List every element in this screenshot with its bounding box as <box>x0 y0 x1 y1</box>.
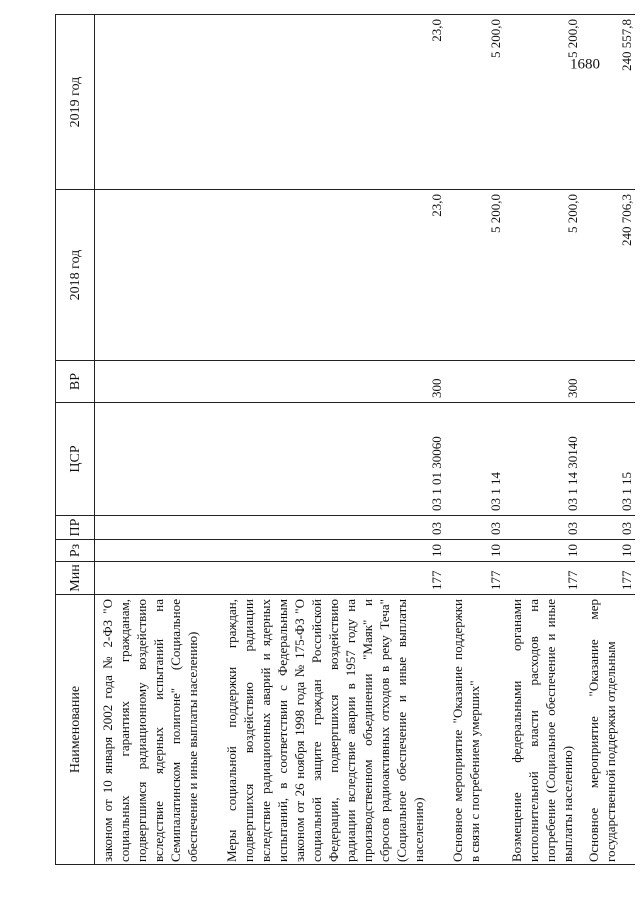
header-2018: 2018 год <box>56 190 95 361</box>
row-min: 177 <box>445 562 504 595</box>
row-vr <box>581 361 635 403</box>
page-number: 1680 <box>570 56 600 73</box>
row-2019 <box>95 15 220 190</box>
row-pr: 03 <box>504 516 581 540</box>
row-name: Основное мероприятие "Оказание поддержки в связи с погребением умерших" <box>445 595 504 865</box>
row-vr: 300 <box>504 361 581 403</box>
header-vr: ВР <box>56 361 95 403</box>
row-2019: 5 200,0 <box>504 15 581 190</box>
row-2019: 240 557,8 <box>581 15 635 190</box>
table-row <box>445 15 504 865</box>
row-rz: 10 <box>581 540 635 562</box>
row-min: 177 <box>219 562 445 595</box>
row-pr: 03 <box>445 516 504 540</box>
row-pr: 03 <box>219 516 445 540</box>
row-2018 <box>95 190 220 361</box>
document-page <box>55 15 634 865</box>
row-vr: 300 <box>219 361 445 403</box>
row-csr <box>95 403 220 516</box>
row-2018: 5 200,0 <box>504 190 581 361</box>
row-min <box>95 562 220 595</box>
row-vr <box>95 361 220 403</box>
row-2019: 5 200,0 <box>445 15 504 190</box>
row-rz <box>95 540 220 562</box>
row-csr: 03 1 01 30060 <box>219 403 445 516</box>
row-csr: 03 1 14 <box>445 403 504 516</box>
header-pr: ПР <box>56 516 95 540</box>
row-rz: 10 <box>219 540 445 562</box>
row-2018: 23,0 <box>219 190 445 361</box>
row-name: законом от 10 января 2002 года № 2-ФЗ "О социальных гарантиях гражданам, подвергшимся радиационному воздействию вследствие ядерных испытаний на Семипалатинском полигоне" (Социальное обеспечение и иные выплаты населению) <box>95 595 220 865</box>
table-row <box>504 15 581 865</box>
table-row <box>581 15 635 865</box>
header-rz: Рз <box>56 540 95 562</box>
row-min: 177 <box>504 562 581 595</box>
row-min: 177 <box>581 562 635 595</box>
row-pr <box>95 516 220 540</box>
row-rz: 10 <box>445 540 504 562</box>
row-csr: 03 1 15 <box>581 403 635 516</box>
table-row <box>219 15 445 865</box>
header-name: Наименование <box>56 595 95 865</box>
table-header-row <box>56 15 95 865</box>
header-2019: 2019 год <box>56 15 95 190</box>
header-min: Мин <box>56 562 95 595</box>
row-vr <box>445 361 504 403</box>
row-pr: 03 <box>581 516 635 540</box>
row-2018: 5 200,0 <box>445 190 504 361</box>
row-name: Меры социальной поддержки граждан, подвергшихся воздействию радиации вследствие радиационных аварий и ядерных испытаний, в соответствии с Федеральным законом от 26 ноября 1998 года № 175-ФЗ "О социальной защите граждан Российской Федерации, подвергшихся воздействию радиации вследствие аварии в 1957 году на производственном объединении "Маяк" и сбросов радиоактивных отходов в реку Теча" (Социальное обеспечение и иные выплаты населению) <box>219 595 445 865</box>
header-csr: ЦСР <box>56 403 95 516</box>
row-2018: 240 706,3 <box>581 190 635 361</box>
row-name: Возмещение федеральными органами исполнительной власти расходов на погребение (Социальное обеспечение и иные выплаты населению) <box>504 595 581 865</box>
row-rz: 10 <box>504 540 581 562</box>
row-2019: 23,0 <box>219 15 445 190</box>
row-csr: 03 1 14 30140 <box>504 403 581 516</box>
budget-table <box>55 14 635 865</box>
table-row <box>95 15 220 865</box>
row-name: Основное мероприятие "Оказание мер государственной поддержки отдельным <box>581 595 635 865</box>
